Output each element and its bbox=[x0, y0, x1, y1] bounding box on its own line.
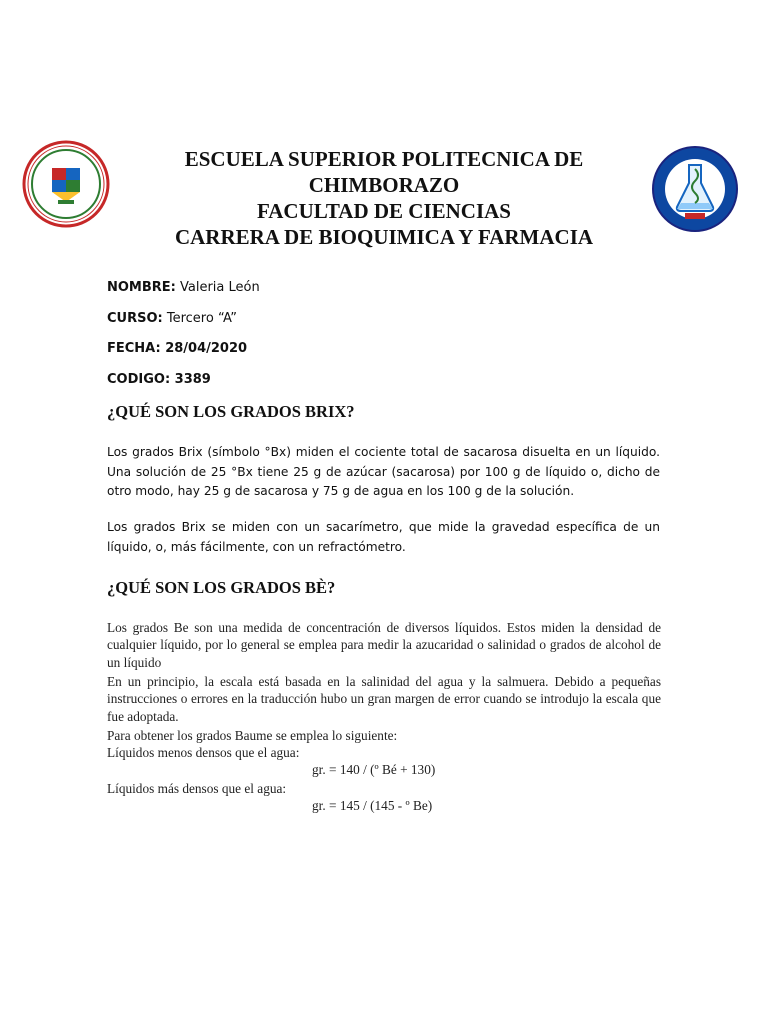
curso-value: Tercero “A” bbox=[162, 310, 238, 326]
header-line-1: ESCUELA SUPERIOR POLITECNICA DE bbox=[184, 147, 584, 171]
be-paragraph-1: Los grados Be son una medida de concentración de diversos líquidos. Estos miden la densidad de cualquier líquido, por lo general se emplea para medir la azucaridad o salinidad o grados de alcohol de un líquido bbox=[107, 620, 661, 670]
espoch-seal-logo bbox=[22, 140, 110, 228]
fecha-value: 28/04/2020 bbox=[160, 341, 248, 356]
bioquimica-farmacia-seal-logo bbox=[651, 145, 739, 233]
fecha-row bbox=[107, 341, 260, 372]
codigo-value: 3389 bbox=[170, 371, 211, 387]
codigo-label: CODIGO: bbox=[107, 371, 171, 387]
be-paragraph-2: En un principio, la escala está basada en la salinidad del agua y la salmuera. Debido a pequeñas instrucciones o errores en la traducción hubo un gran margen de error cuando se introdujo la escala que fue adoptada. bbox=[107, 674, 661, 724]
brix-paragraph-1: Los grados Brix (símbolo °Bx) miden el cociente total de sacarosa disuelta en un líquido. Una solución de 25 °Bx tiene 25 g de azúcar (sacarosa) por 100 g de líquido o, dicho de otro modo, hay 25 g de sacarosa y 75 g de agua en los 100 g de la solución. bbox=[107, 445, 660, 498]
codigo-row bbox=[107, 372, 260, 403]
nombre-row bbox=[107, 280, 260, 311]
be-paragraph-5: Líquidos más densos que el agua: bbox=[107, 781, 287, 796]
curso-label: CURSO: bbox=[107, 310, 163, 326]
header-line-2: CHIMBORAZO bbox=[308, 173, 460, 197]
formula-more-dense: gr. = 145 / (145 - º Be) bbox=[312, 798, 433, 813]
curso-row bbox=[107, 311, 260, 342]
institution-header bbox=[130, 146, 638, 250]
formula-less-dense: gr. = 140 / (º Bé + 130) bbox=[312, 762, 436, 777]
be-paragraph-3: Para obtener los grados Baume se emplea lo siguiente: bbox=[107, 728, 398, 743]
fecha-label: FECHA: bbox=[107, 341, 161, 356]
brix-paragraph-2: Los grados Brix se miden con un sacarímetro, que mide la gravedad específica de un líquido, o, más fácilmente, con un refractómetro. bbox=[107, 520, 660, 554]
nombre-label: NOMBRE: bbox=[107, 280, 176, 295]
be-paragraph-4: Líquidos menos densos que el agua: bbox=[107, 745, 300, 760]
nombre-value: Valeria León bbox=[175, 280, 260, 295]
student-info bbox=[107, 280, 260, 402]
header-line-3: FACULTAD DE CIENCIAS bbox=[257, 199, 511, 223]
section-title-brix: ¿QUÉ SON LOS GRADOS BRIX? bbox=[107, 402, 355, 421]
section-title-be: ¿QUÉ SON LOS GRADOS BÈ? bbox=[107, 578, 336, 597]
header-line-4: CARRERA DE BIOQUIMICA Y FARMACIA bbox=[174, 225, 594, 249]
